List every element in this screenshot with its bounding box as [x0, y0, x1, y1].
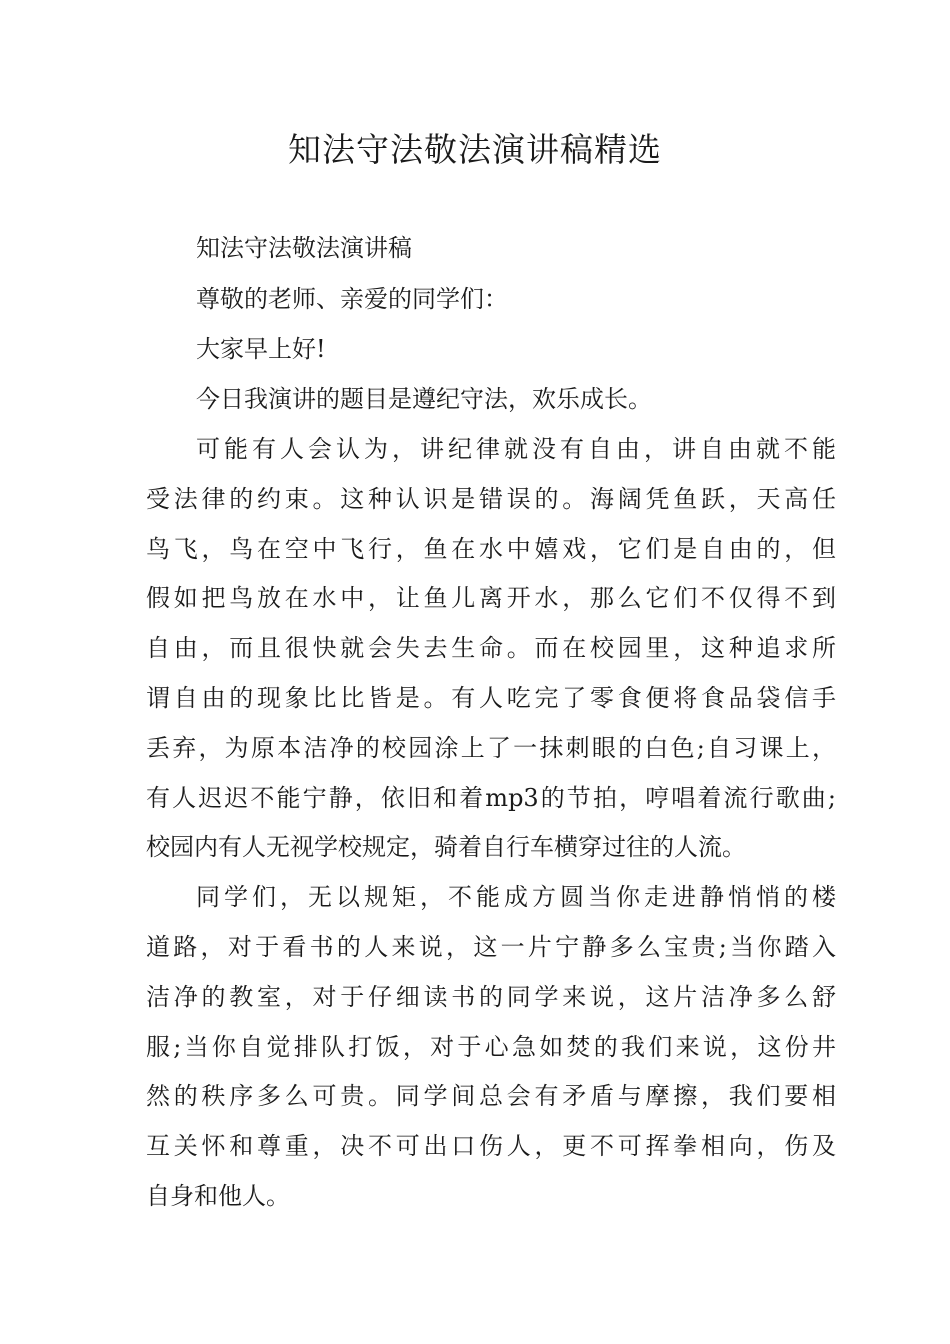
paragraph-2-line: 然的秩序多么可贵。同学间总会有矛盾与摩擦，我们要相: [146, 1082, 836, 1110]
paragraph-1-line: 自由，而且很快就会失去生命。而在校园里，这种追求所: [146, 634, 836, 662]
paragraph-1-line: 校园内有人无视学校规定，骑着自行车横穿过往的人流。: [146, 833, 746, 861]
salutation: 尊敬的老师、亲爱的同学们：: [196, 285, 508, 313]
paragraph-1-line: 丢弃，为原本洁净的校园涂上了一抹刺眼的白色;自习课上，: [146, 734, 836, 762]
paragraph-2-line: 同学们，无以规矩，不能成方圆当你走进静悄悄的楼: [196, 883, 836, 911]
paragraph-1-line: 可能有人会认为，讲纪律就没有自由，讲自由就不能: [196, 435, 836, 463]
paragraph-1-line: 假如把鸟放在水中，让鱼儿离开水，那么它们不仅得不到: [146, 584, 836, 612]
greeting: 大家早上好!: [196, 335, 326, 363]
topic-line: 今日我演讲的题目是遵纪守法，欢乐成长。: [196, 385, 652, 413]
paragraph-2-line: 服;当你自觉排队打饭，对于心急如焚的我们来说，这份井: [146, 1033, 836, 1061]
paragraph-1-line: 有人迟迟不能宁静，依旧和着mp3的节拍，哼唱着流行歌曲;: [146, 784, 836, 812]
paragraph-1-line: 谓自由的现象比比皆是。有人吃完了零食便将食品袋信手: [146, 684, 836, 712]
speech-heading: 知法守法敬法演讲稿: [196, 234, 412, 262]
paragraph-1-line: 受法律的约束。这种认识是错误的。海阔凭鱼跃，天高任: [146, 485, 836, 513]
paragraph-2-line: 洁净的教室，对于仔细读书的同学来说，这片洁净多么舒: [146, 983, 836, 1011]
paragraph-2-line: 道路，对于看书的人来说，这一片宁静多么宝贵;当你踏入: [146, 933, 836, 961]
paragraph-2-line: 互关怀和尊重，决不可出口伤人，更不可挥拳相向，伤及: [146, 1132, 836, 1160]
document-title: 知法守法敬法演讲稿精选: [288, 130, 662, 169]
paragraph-2-line: 自身和他人。: [146, 1182, 290, 1210]
paragraph-1-line: 鸟飞，鸟在空中飞行，鱼在水中嬉戏，它们是自由的，但: [146, 535, 836, 563]
